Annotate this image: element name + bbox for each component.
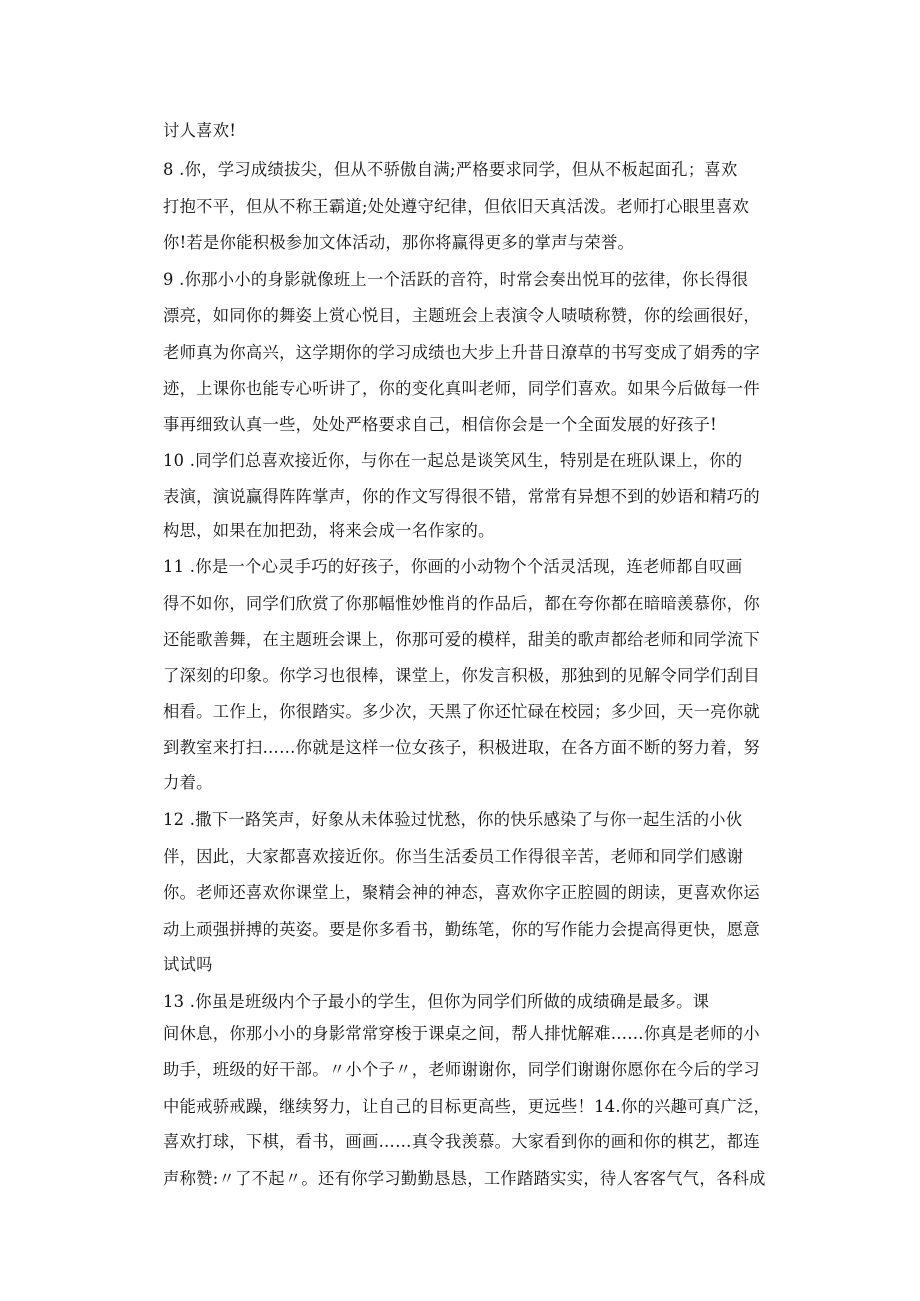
text-line: 还能歌善舞，在主题班会课上，你那可爱的模样，甜美的歌声都给老师和同学流下 — [163, 630, 760, 649]
text-line: 老师真为你高兴，这学期你的学习成绩也大步上升昔日潦草的书写变成了娟秀的字 — [163, 343, 760, 362]
text-line: 伴，因此，大家都喜欢接近你。你当生活委员工作得很辛苦，老师和同学们感谢 — [163, 847, 744, 866]
text-line: 10 .同学们总喜欢接近你，与你在一起总是谈笑风生，特别是在班队课上，你的 — [163, 451, 743, 470]
text-line: 试试吗 — [163, 955, 213, 974]
text-line: 动上顽强拼搏的英姿。要是你多看书，勤练笔，你的写作能力会提高得更快，愿意 — [163, 920, 760, 939]
text-line: 相看。工作上，你很踏实。多少次，天黑了你还忙碌在校园；多少回，天一亮你就 — [163, 702, 760, 721]
text-line: 讨人喜欢! — [163, 121, 237, 140]
text-line: 声称赞:〃了不起〃。还有你学习勤勤恳恳，工作踏踏实实，待人客客气气，各科成 — [163, 1169, 766, 1188]
text-line: 迹，上课你也能专心听讲了，你的变化真叫老师，同学们喜欢。如果今后做每一件 — [163, 379, 760, 398]
text-line: 事再细致认真一些，处处严格要求自己，相信你会是一个全面发展的好孩子! — [163, 415, 718, 434]
text-line: 11 .你是一个心灵手巧的好孩子，你画的小动物个个活灵活现，连老师都自叹画 — [163, 557, 743, 576]
text-line: 9 .你那小小的身影就像班上一个活跃的音符，时常会奏出悦耳的弦律，你长得很 — [163, 270, 749, 289]
text-line: 到教室来打扫……你就是这样一位女孩子，积极进取，在各方面不断的努力着，努 — [163, 738, 760, 757]
text-line: 8 .你，学习成绩拔尖，但从不骄傲自满;严格要求同学，但从不板起面孔；喜欢 — [163, 160, 738, 179]
text-line: 力着。 — [163, 773, 213, 792]
text-line: 12 .撒下一路笑声，好象从未体验过忧愁，你的快乐感染了与你一起生活的小伙 — [163, 810, 743, 829]
text-line: 了深刻的印象。你学习也很棒，课堂上，你发言积极，那独到的见解令同学们刮目 — [163, 666, 760, 685]
text-line: 喜欢打球，下棋，看书，画画……真令我羡慕。大家看到你的画和你的棋艺，都连 — [163, 1132, 760, 1151]
text-line: 表演，演说赢得阵阵掌声，你的作文写得很不错，常常有异想不到的妙语和精巧的 — [163, 487, 760, 506]
text-line: 构思，如果在加把劲，将来会成一名作家的。 — [163, 521, 495, 540]
text-line: 中能戒骄戒躁，继续努力，让自己的目标更高些，更远些！14.你的兴趣可真广泛， — [163, 1097, 771, 1116]
text-line: 漂亮，如同你的舞姿上赏心悦目，主题班会上表演令人啧啧称赞，你的绘画很好， — [163, 306, 760, 325]
text-line: 你!若是你能积极参加文体活动，那你将赢得更多的掌声与荣誉。 — [163, 233, 635, 252]
text-line: 助手，班级的好干部。〃小个子〃，老师谢谢你，同学们谢谢你愿你在今后的学习 — [163, 1060, 760, 1079]
text-line: 间休息，你那小小的身影常常穿梭于课桌之间，帮人排忧解难……你真是老师的小 — [163, 1024, 760, 1043]
text-line: 13 .你虽是班级内个子最小的学生，但你为同学们所做的成绩确是最多。课 — [163, 992, 710, 1011]
text-line: 得不如你，同学们欣赏了你那幅惟妙惟肖的作品后，都在夸你都在暗暗羡慕你，你 — [163, 594, 760, 613]
text-line: 你。老师还喜欢你课堂上，聚精会神的神态，喜欢你字正腔圆的朗读，更喜欢你运 — [163, 883, 760, 902]
text-line: 打抱不平，但从不称王霸道;处处遵守纪律，但依旧天真活泼。老师打心眼里喜欢 — [163, 197, 750, 216]
